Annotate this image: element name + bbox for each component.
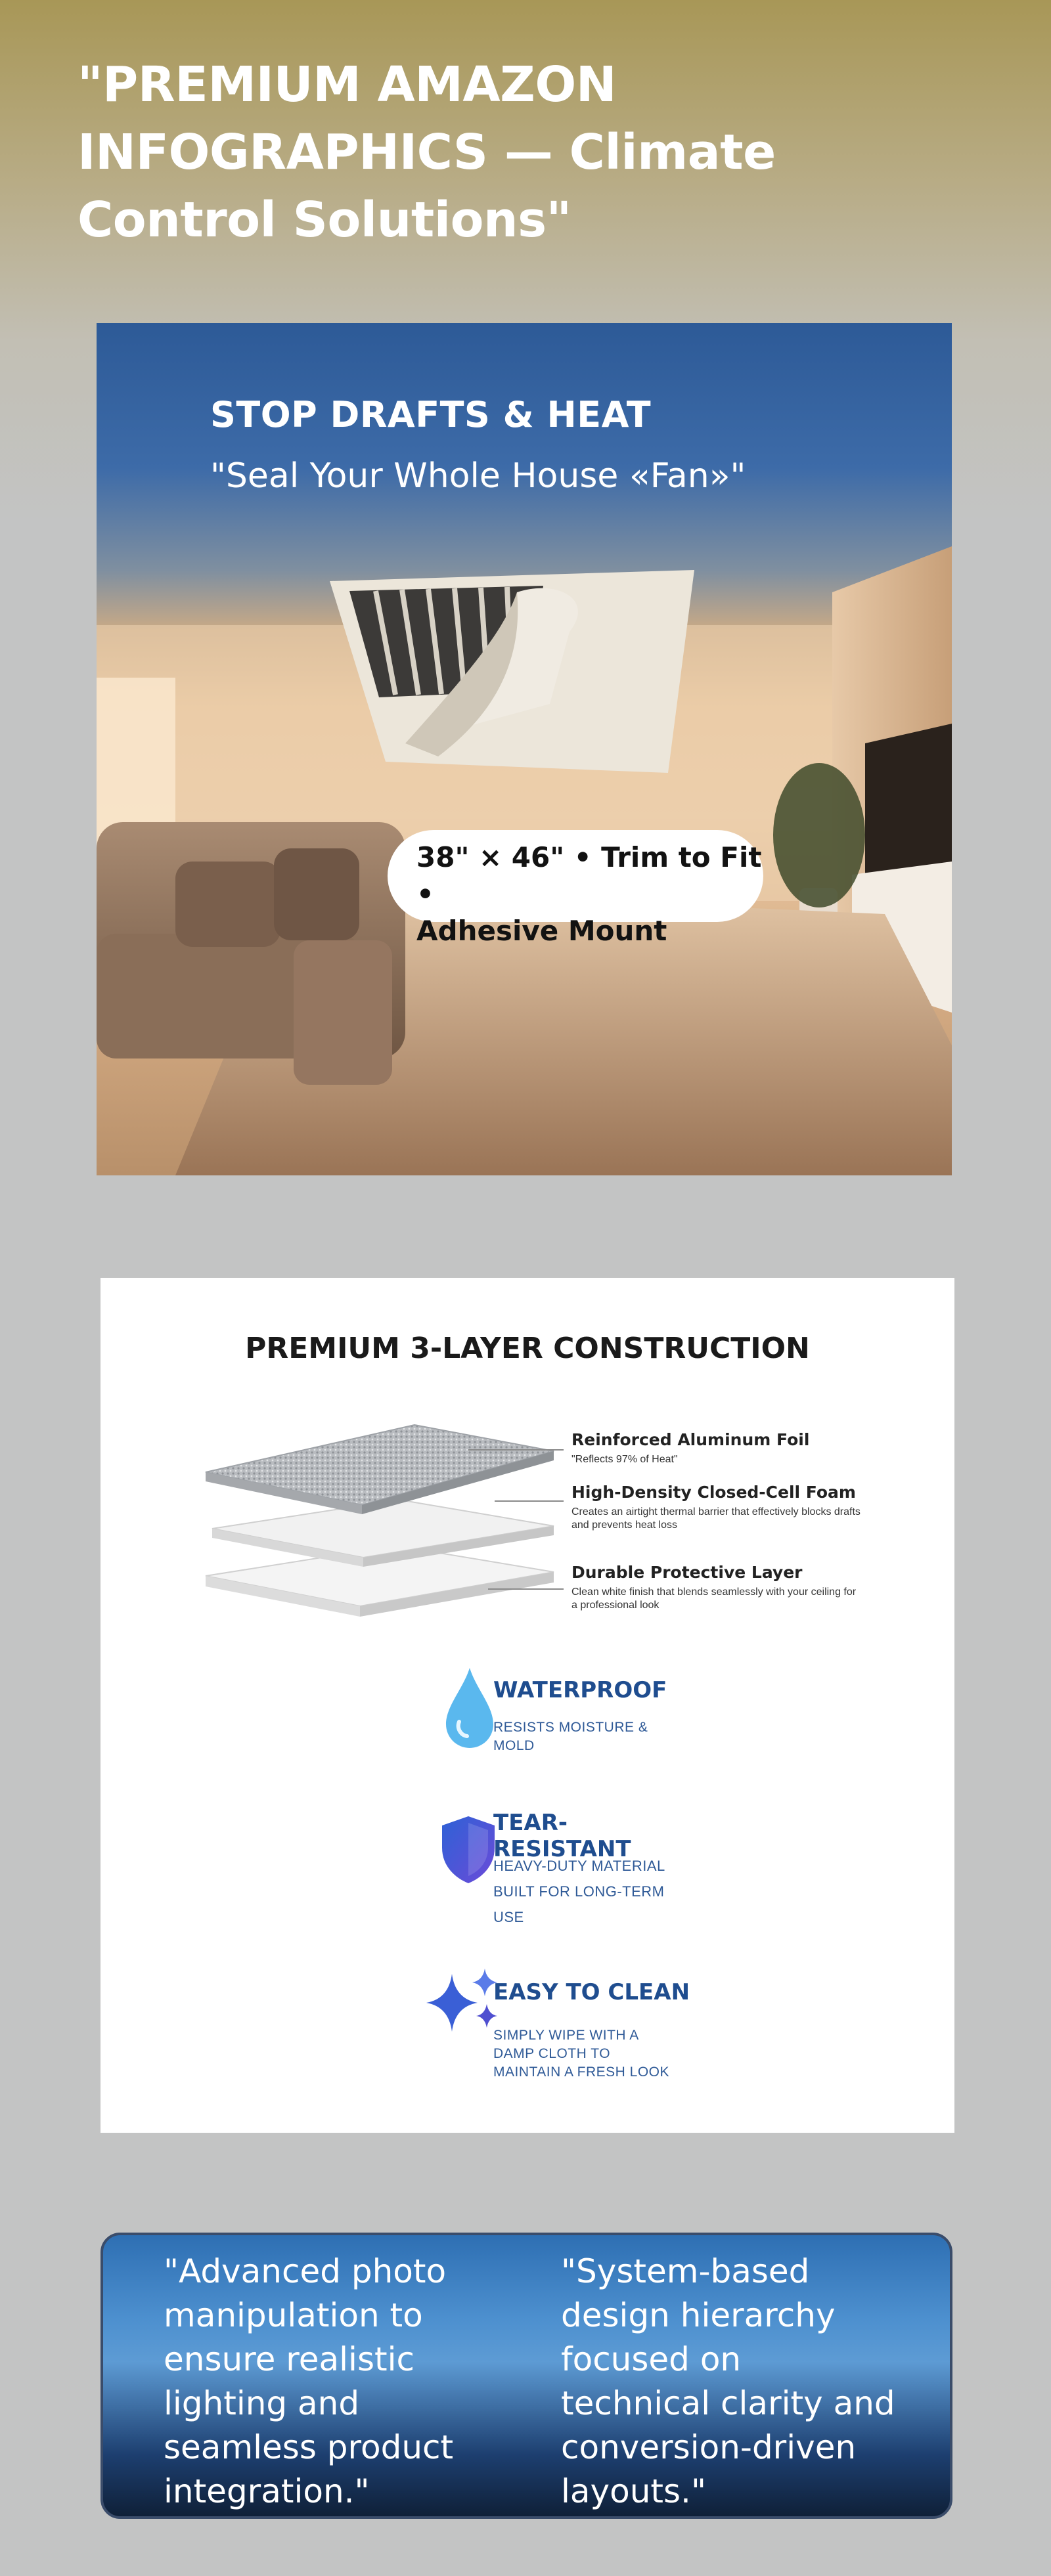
feature-easy-to-clean-desc: SIMPLY WIPE WITH A DAMP CLOTH TO MAINTAIN A FRESH LOOK xyxy=(493,2028,669,2080)
layer-foil-name: Reinforced Aluminum Foil xyxy=(571,1430,810,1449)
feature-waterproof xyxy=(416,1663,692,1787)
feature-tear-resistant-title: TEAR-RESISTANT xyxy=(493,1810,631,1862)
layer-foil xyxy=(571,1430,861,1466)
feature-easy-to-clean-title: EASY TO CLEAN xyxy=(493,1979,690,2005)
quote-right: "System-based design hierarchy focused on technical clarity and conversion-driven layouts." xyxy=(561,2252,895,2510)
feature-waterproof-desc: RESISTS MOISTURE & MOLD xyxy=(493,1720,648,1753)
size-badge-line-1: 38" × 46" • Trim to Fit • xyxy=(416,841,762,910)
hero-heading: STOP DRAFTS & HEAT xyxy=(210,394,652,435)
layer-foam xyxy=(571,1483,861,1532)
room-scene-illustration xyxy=(97,323,952,1175)
layer-protective-name: Durable Protective Layer xyxy=(571,1563,803,1582)
layer-protective-desc: Clean white finish that blends seamlessly with your ceiling for a professional look xyxy=(571,1586,857,1611)
layer-foam-name: High-Density Closed-Cell Foam xyxy=(571,1483,856,1502)
feature-tear-resistant xyxy=(416,1808,692,1953)
layer-protective xyxy=(571,1563,861,1612)
quote-left: "Advanced photo manipulation to ensure realistic lighting and seamless product integration." xyxy=(164,2252,454,2510)
feature-easy-to-clean xyxy=(416,1966,692,2124)
feature-waterproof-title: WATERPROOF xyxy=(493,1677,667,1703)
layer-foil-desc: "Reflects 97% of Heat" xyxy=(571,1454,678,1465)
hero-subheading: "Seal Your Whole House «Fan»" xyxy=(210,456,746,496)
feature-tear-resistant-desc: HEAVY-DUTY MATERIAL BUILT FOR LONG-TERM USE xyxy=(493,1858,665,1925)
shield-icon xyxy=(436,1814,501,1886)
water-drop-icon xyxy=(437,1663,503,1755)
hero-image-panel xyxy=(97,323,952,1175)
quotes-panel xyxy=(101,2233,952,2519)
layer-foam-desc: Creates an airtight thermal barrier that effectively blocks drafts and prevents heat loss xyxy=(571,1506,861,1531)
size-badge-line-2: Adhesive Mount xyxy=(416,915,667,947)
construction-panel xyxy=(101,1278,954,2133)
size-badge xyxy=(388,830,763,947)
construction-title: PREMIUM 3-LAYER CONSTRUCTION xyxy=(245,1332,810,1365)
page-title: "PREMIUM AMAZON INFOGRAPHICS — Climate Control Solutions" xyxy=(78,56,776,248)
